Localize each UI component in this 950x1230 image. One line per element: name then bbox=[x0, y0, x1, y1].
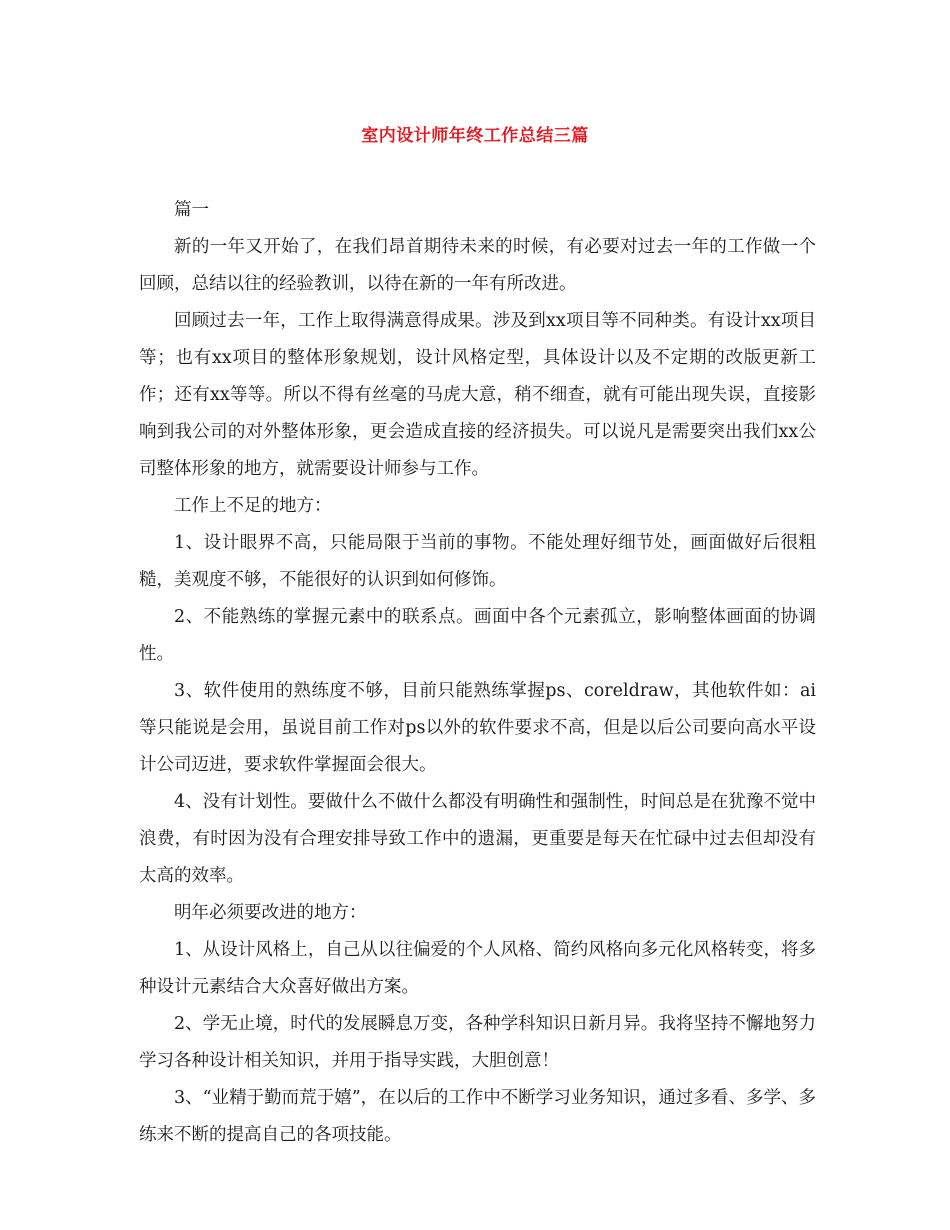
document-title: 室内设计师年终工作总结三篇 bbox=[361, 126, 589, 146]
paragraph-review: 回顾过去一年，工作上取得满意得成果。涉及到xx项目等不同种类。有设计xx项目等；也有xx项目的整体形象规划，设计风格定型，具体设计以及不定期的改版更新工作；还有xx等等。所以不得有丝毫的马虎大意，稍不细查，就有可能出现失误，直接影响到我公司的对外整体形象，更会造成直接的经济损失。可以说凡是需要突出我们xx公司整体形象的地方，就需要设计师参与工作。 bbox=[139, 311, 816, 479]
paragraph-improvements-heading: 明年必须要改进的地方： bbox=[174, 903, 367, 923]
paragraph-shortcoming-4: 4、没有计划性。要做什么不做什么都没有明确性和强制性，时间总是在犹豫不觉中浪费，有时因为没有合理安排导致工作中的遗漏，更重要是每天在忙碌中过去但却没有太高的效率。 bbox=[139, 792, 816, 886]
document-body bbox=[139, 192, 816, 1154]
paragraph-shortcoming-3: 3、软件使用的熟练度不够，目前只能熟练掌握ps、coreldraw，其他软件如：ai等只能说是会用，虽说目前工作对ps以外的软件要求不高，但是以后公司要向高水平设计公司迈进，要求软件掌握面会很大。 bbox=[139, 681, 816, 775]
paragraph-shortcoming-2: 2、不能熟练的掌握元素中的联系点。画面中各个元素孤立，影响整体画面的协调性。 bbox=[139, 607, 816, 664]
paragraph-improvement-2: 2、学无止境，时代的发展瞬息万变，各种学科知识日新月异。我将坚持不懈地努力学习各种设计相关知识，并用于指导实践，大胆创意！ bbox=[139, 1014, 816, 1071]
paragraph-improvement-3: 3、“业精于勤而荒于嬉”，在以后的工作中不断学习业务知识，通过多看、多学、多练来不断的提高自己的各项技能。 bbox=[139, 1088, 816, 1145]
paragraph-intro: 新的一年又开始了，在我们昂首期待未来的时候，有必要对过去一年的工作做一个回顾，总结以往的经验教训，以待在新的一年有所改进。 bbox=[139, 237, 816, 294]
paragraph-shortcoming-1: 1、设计眼界不高，只能局限于当前的事物。不能处理好细节处，画面做好后很粗糙，美观度不够，不能很好的认识到如何修饰。 bbox=[139, 533, 816, 590]
paragraph-improvement-1: 1、从设计风格上，自己从以往偏爱的个人风格、简约风格向多元化风格转变，将多种设计元素结合大众喜好做出方案。 bbox=[139, 940, 816, 997]
paragraph-section-heading: 篇一 bbox=[174, 200, 209, 220]
paragraph-shortcomings-heading: 工作上不足的地方： bbox=[174, 496, 332, 516]
